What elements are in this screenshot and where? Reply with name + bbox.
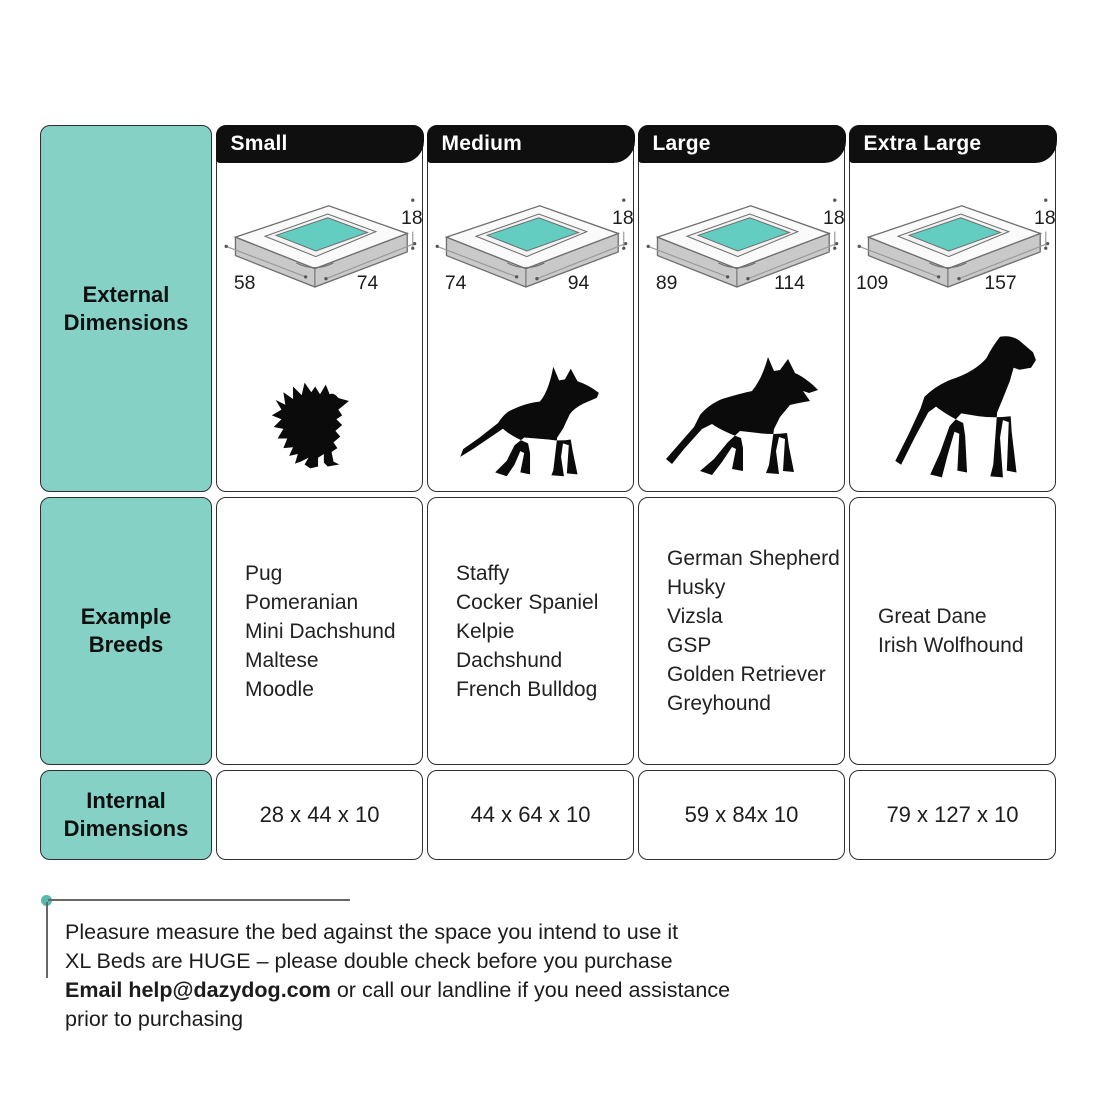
breed-item: German Shepherd [667,547,840,570]
breed-item: Pug [245,561,283,585]
breed-item: Pomeranian [245,590,359,614]
great-dane-icon [850,329,1055,489]
breed-item: Golden Retriever [667,663,826,686]
bed-height-dim: 18 [612,207,633,230]
row-label-example-breeds [40,497,212,765]
bed-side-dim: 58 [233,271,256,294]
size-table [40,125,1056,860]
breed-item: Maltese [245,648,319,672]
breeds-medium [427,497,634,765]
breed-item: French Bulldog [456,677,598,701]
breed-item: Moodle [245,677,314,701]
size-column-large-external [638,125,845,492]
footer-line-4: prior to purchasing [65,1007,244,1031]
breed-item: Cocker Spaniel [456,590,599,614]
breed-item: Husky [667,576,726,599]
internal-dims-value: 44 x 64 x 10 [470,802,591,827]
bed-height-dim: 18 [1034,207,1055,230]
bed-height-dim: 18 [823,207,844,230]
row-label-internal-dimensions [40,770,212,860]
breed-item: Irish Wolfhound [878,634,1024,657]
breeds-small [216,497,423,765]
footer-line-3 [65,976,855,1005]
tab-extra-large [849,125,1057,163]
bed-side-dim: 74 [444,271,467,294]
tab-small [216,125,424,163]
internal-dims-medium [427,770,634,860]
footer-line-3-rest: or call our landline if you need assistance [330,978,731,1002]
bed-front-dim: 157 [984,271,1017,294]
breed-item: Vizsla [667,605,723,628]
bed-front-dim: 114 [774,271,805,294]
tab-medium-label: Medium [441,131,523,155]
german-shepherd-icon [639,347,844,487]
row-label-external-dimensions [40,125,212,492]
tab-medium [427,125,635,163]
internal-dims-value: 59 x 84x 10 [684,802,799,827]
bed-diagram-extra-large [850,178,1055,305]
tab-large [638,125,846,163]
bed-height-dim: 18 [401,207,422,230]
internal-dims-extra-large [849,770,1056,860]
breeds-large [638,497,845,765]
tab-extra-large-label: Extra Large [863,131,982,155]
bed-side-dim: 109 [855,271,889,294]
footer-line-1: Pleasure measure the bed against the space you intend to use it [65,920,679,944]
bed-side-dim: 89 [655,271,678,294]
breeds-extra-large [849,497,1056,765]
internal-dims-small [216,770,423,860]
breed-item: GSP [667,634,712,657]
breed-item: Mini Dachshund [245,619,396,643]
row-label-text: Example Breeds [80,604,172,657]
accent-horizontal-line [48,899,350,901]
size-column-medium-external [427,125,634,492]
breed-item: Kelpie [456,619,515,643]
breed-item: Great Dane [878,605,987,628]
tab-small-label: Small [230,131,288,155]
kelpie-icon [428,359,633,485]
footer-line-2: XL Beds are HUGE – please double check before you purchase [65,949,673,973]
bed-diagram-large [639,178,844,305]
row-label-text: External Dimensions [63,281,189,335]
size-column-xl-external [849,125,1056,492]
bed-front-dim: 94 [567,271,590,294]
breed-item: Staffy [456,561,510,585]
internal-dims-value: 28 x 44 x 10 [259,802,380,827]
breed-item: Dachshund [456,648,563,672]
accent-vertical-line [46,902,48,978]
bed-diagram-medium [428,178,633,305]
tab-large-label: Large [652,131,711,155]
breed-item: Greyhound [667,692,771,715]
bed-diagram-small [217,178,422,305]
row-label-text: Internal Dimensions [63,788,189,841]
internal-dims-value: 79 x 127 x 10 [886,802,1019,827]
size-column-small-external [216,125,423,492]
bed-front-dim: 74 [356,271,379,294]
internal-dims-large [638,770,845,860]
pomeranian-icon [217,373,422,479]
footer-email: Email help@dazydog.com [65,978,331,1002]
